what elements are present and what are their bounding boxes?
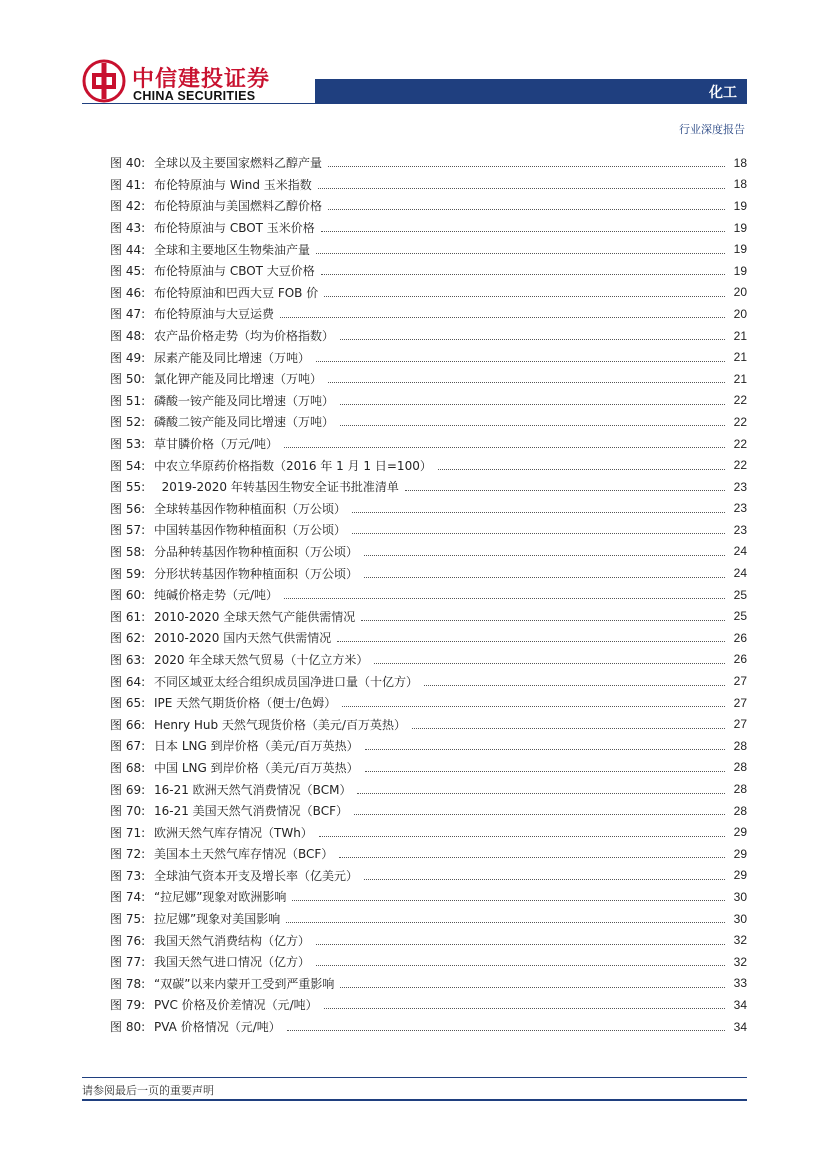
page-number: 19 — [733, 263, 747, 278]
figure-number: 图 77: — [110, 955, 146, 970]
dot-leader — [361, 620, 725, 621]
dot-leader — [287, 1030, 725, 1031]
dot-leader — [405, 490, 725, 491]
figure-number: 图 61: — [110, 609, 146, 624]
dot-leader — [316, 944, 725, 945]
toc-entry[interactable] — [110, 541, 747, 563]
footer-divider-top — [82, 1077, 747, 1078]
page-number: 19 — [733, 242, 747, 257]
page-number: 34 — [733, 997, 747, 1012]
toc-entry[interactable] — [110, 627, 747, 649]
page-number: 27 — [733, 674, 747, 689]
figure-title: 2019-2020 年转基因生物安全证书批准清单 — [154, 480, 399, 495]
figure-title: 全球以及主要国家燃料乙醇产量 — [154, 156, 323, 171]
dot-leader — [364, 879, 725, 880]
figure-title: 拉尼娜”现象对美国影响 — [154, 912, 281, 927]
figure-title: 我国天然气进口情况（亿方） — [154, 955, 311, 970]
figure-number: 图 53: — [110, 437, 146, 452]
dot-leader — [438, 469, 725, 470]
toc-entry[interactable] — [110, 778, 747, 800]
figure-title: 日本 LNG 到岸价格（美元/百万英热） — [154, 739, 359, 754]
dot-leader — [286, 922, 725, 923]
figure-number: 图 71: — [110, 825, 146, 840]
toc-entry[interactable] — [110, 908, 747, 930]
dot-leader — [412, 728, 725, 729]
toc-entry[interactable] — [110, 670, 747, 692]
figure-number: 图 56: — [110, 501, 146, 516]
figure-number: 图 66: — [110, 717, 146, 732]
page-number: 24 — [733, 544, 747, 559]
page-number: 32 — [733, 954, 747, 969]
toc-entry[interactable] — [110, 411, 747, 433]
page-number: 24 — [733, 566, 747, 581]
page-number: 29 — [733, 825, 747, 840]
toc-entry[interactable] — [110, 757, 747, 779]
page-number: 33 — [733, 976, 747, 991]
dot-leader — [340, 404, 725, 405]
page-number: 29 — [733, 846, 747, 861]
figure-title: PVC 价格及价差情况（元/吨） — [154, 998, 318, 1013]
toc-entry[interactable] — [110, 929, 747, 951]
figure-number: 图 54: — [110, 458, 146, 473]
footer-divider-bottom — [82, 1099, 747, 1101]
figure-number: 图 41: — [110, 177, 146, 192]
company-logo-icon — [82, 59, 126, 103]
dot-leader — [316, 361, 725, 362]
toc-entry[interactable] — [110, 973, 747, 995]
figure-number: 图 52: — [110, 415, 146, 430]
page-number: 32 — [733, 933, 747, 948]
page-number: 28 — [733, 760, 747, 775]
figure-title: 农产品价格走势（均为价格指数） — [154, 329, 335, 344]
dot-leader — [284, 598, 725, 599]
toc-entry[interactable] — [110, 303, 747, 325]
toc-entry[interactable] — [110, 152, 747, 174]
figure-title: 全球转基因作物种植面积（万公顷） — [154, 501, 347, 516]
page-number: 26 — [733, 630, 747, 645]
figure-title: 布伦特原油与大豆运费 — [154, 307, 275, 322]
figure-title: 美国本土天然气库存情况（BCF） — [154, 847, 334, 862]
figure-title: IPE 天然气期货价格（便士/色姆） — [154, 696, 337, 711]
figure-title: 布伦特原油与 CBOT 大豆价格 — [154, 264, 315, 279]
company-name-cn: 中信建投证券 — [132, 67, 271, 92]
dot-leader — [328, 382, 725, 383]
toc-entry[interactable] — [110, 735, 747, 757]
page-number: 27 — [733, 717, 747, 732]
toc-entry[interactable] — [110, 282, 747, 304]
figure-title: 全球油气资本开支及增长率（亿美元） — [154, 868, 359, 883]
toc-entry[interactable] — [110, 649, 747, 671]
toc-entry[interactable] — [110, 951, 747, 973]
page-number: 20 — [733, 285, 747, 300]
toc-entry[interactable] — [110, 174, 747, 196]
figure-title: PVA 价格情况（元/吨） — [154, 1020, 281, 1035]
page-number: 21 — [733, 350, 747, 365]
toc-entry[interactable] — [110, 390, 747, 412]
dot-leader — [340, 425, 725, 426]
page-number: 19 — [733, 220, 747, 235]
figure-number: 图 79: — [110, 998, 146, 1013]
dot-leader — [364, 577, 725, 578]
figure-number: 图 45: — [110, 264, 146, 279]
figure-title: 分形状转基因作物种植面积（万公顷） — [154, 566, 359, 581]
figure-number: 图 46: — [110, 285, 146, 300]
header-divider — [82, 103, 747, 104]
dot-leader — [316, 965, 725, 966]
toc-entry[interactable] — [110, 821, 747, 843]
dot-leader — [316, 253, 725, 254]
toc-entry[interactable] — [110, 325, 747, 347]
figure-number: 图 63: — [110, 652, 146, 667]
figure-number: 图 75: — [110, 912, 146, 927]
page-number: 28 — [733, 782, 747, 797]
toc-entry[interactable] — [110, 584, 747, 606]
figure-title: 分品种转基因作物种植面积（万公顷） — [154, 544, 359, 559]
page-number: 20 — [733, 306, 747, 321]
figure-title: 不同区域亚太经合组织成员国净进口量（十亿方） — [154, 674, 419, 689]
figure-title: 中国转基因作物种植面积（万公顷） — [154, 523, 347, 538]
page-number: 23 — [733, 479, 747, 494]
footer-disclaimer: 请参阅最后一页的重要声明 — [82, 1084, 214, 1097]
page-number: 25 — [733, 587, 747, 602]
page-number: 22 — [733, 458, 747, 473]
toc-entry[interactable] — [110, 843, 747, 865]
toc-entry[interactable] — [110, 346, 747, 368]
dot-leader — [365, 749, 725, 750]
figure-number: 图 74: — [110, 890, 146, 905]
figure-number: 图 67: — [110, 739, 146, 754]
figure-number: 图 69: — [110, 782, 146, 797]
figure-number: 图 72: — [110, 847, 146, 862]
figure-title: 布伦特原油与 Wind 玉米指数 — [154, 177, 312, 192]
toc-entry[interactable] — [110, 519, 747, 541]
figure-title: “双碳”以来内蒙开工受到严重影响 — [154, 976, 335, 991]
figure-title: 布伦特原油和巴西大豆 FOB 价 — [154, 285, 319, 300]
toc-entry[interactable] — [110, 217, 747, 239]
figure-title: 布伦特原油与美国燃料乙醇价格 — [154, 199, 323, 214]
page-number: 28 — [733, 803, 747, 818]
toc-entry[interactable] — [110, 454, 747, 476]
toc-entry[interactable] — [110, 195, 747, 217]
figure-number: 图 51: — [110, 393, 146, 408]
figure-number: 图 55: — [110, 480, 146, 495]
toc-entry[interactable] — [110, 713, 747, 735]
figure-title: 中国 LNG 到岸价格（美元/百万英热） — [154, 760, 359, 775]
figure-title: Henry Hub 天然气现货价格（美元/百万英热） — [154, 717, 406, 732]
dot-leader — [328, 166, 725, 167]
toc-entry[interactable] — [110, 476, 747, 498]
figure-title: 全球和主要地区生物柴油产量 — [154, 242, 311, 257]
toc-entry[interactable] — [110, 368, 747, 390]
dot-leader — [365, 771, 725, 772]
figure-number: 图 70: — [110, 804, 146, 819]
dot-leader — [424, 685, 725, 686]
dot-leader — [328, 209, 725, 210]
figure-number: 图 65: — [110, 696, 146, 711]
figure-title: 草甘膦价格（万元/吨） — [154, 437, 279, 452]
figure-number: 图 43: — [110, 221, 146, 236]
figure-number: 图 44: — [110, 242, 146, 257]
figure-number: 图 68: — [110, 760, 146, 775]
figure-number: 图 49: — [110, 350, 146, 365]
toc-entry[interactable] — [110, 433, 747, 455]
figure-number: 图 73: — [110, 868, 146, 883]
toc-entry[interactable] — [110, 886, 747, 908]
toc-entry[interactable] — [110, 498, 747, 520]
figure-title: 尿素产能及同比增速（万吨） — [154, 350, 311, 365]
figure-number: 图 40: — [110, 156, 146, 171]
page-number: 23 — [733, 501, 747, 516]
figure-title: 我国天然气消费结构（亿方） — [154, 933, 311, 948]
figure-number: 图 78: — [110, 976, 146, 991]
dot-leader — [280, 317, 725, 318]
figure-number: 图 59: — [110, 566, 146, 581]
page-number: 25 — [733, 609, 747, 624]
toc-entry[interactable] — [110, 994, 747, 1016]
figure-number: 图 50: — [110, 372, 146, 387]
header-bar — [315, 79, 747, 103]
figure-number: 图 64: — [110, 674, 146, 689]
dot-leader — [324, 1008, 725, 1009]
dot-leader — [321, 274, 725, 275]
figure-title: “拉尼娜”现象对欧洲影响 — [154, 890, 287, 905]
figure-number: 图 60: — [110, 588, 146, 603]
page-number: 30 — [733, 889, 747, 904]
figure-toc — [110, 152, 747, 1037]
dot-leader — [321, 231, 725, 232]
figure-title: 欧洲天然气库存情况（TWh） — [154, 825, 313, 840]
page-number: 28 — [733, 738, 747, 753]
dot-leader — [352, 533, 725, 534]
figure-number: 图 58: — [110, 544, 146, 559]
toc-entry[interactable] — [110, 260, 747, 282]
figure-number: 图 42: — [110, 199, 146, 214]
figure-number: 图 76: — [110, 933, 146, 948]
figure-title: 16-21 美国天然气消费情况（BCF） — [154, 804, 348, 819]
toc-entry[interactable] — [110, 562, 747, 584]
page-number: 22 — [733, 393, 747, 408]
dot-leader — [354, 814, 725, 815]
figure-title: 2010-2020 国内天然气供需情况 — [154, 631, 332, 646]
page-number: 18 — [733, 155, 747, 170]
page-number: 30 — [733, 911, 747, 926]
figure-number: 图 80: — [110, 1020, 146, 1035]
toc-entry[interactable] — [110, 692, 747, 714]
dot-leader — [292, 900, 725, 901]
figure-title: 磷酸一铵产能及同比增速（万吨） — [154, 393, 335, 408]
dot-leader — [374, 663, 725, 664]
page-number: 27 — [733, 695, 747, 710]
dot-leader — [357, 793, 725, 794]
page-number: 23 — [733, 522, 747, 537]
company-name-en: CHINA SECURITIES — [133, 89, 256, 103]
toc-entry[interactable] — [110, 605, 747, 627]
dot-leader — [284, 447, 725, 448]
sector-label: 化工 — [709, 85, 737, 101]
dot-leader — [324, 296, 725, 297]
page-number: 29 — [733, 868, 747, 883]
report-type: 行业深度报告 — [679, 123, 745, 136]
figure-title: 磷酸二铵产能及同比增速（万吨） — [154, 415, 335, 430]
page-number: 26 — [733, 652, 747, 667]
figure-title: 布伦特原油与 CBOT 玉米价格 — [154, 221, 315, 236]
figure-title: 中农立华原药价格指数（2016 年 1 月 1 日=100） — [154, 458, 432, 473]
figure-title: 氯化钾产能及同比增速（万吨） — [154, 372, 323, 387]
dot-leader — [337, 641, 725, 642]
page-number: 22 — [733, 436, 747, 451]
toc-entry[interactable] — [110, 800, 747, 822]
dot-leader — [342, 706, 725, 707]
figure-number: 图 48: — [110, 329, 146, 344]
figure-number: 图 47: — [110, 307, 146, 322]
toc-entry[interactable] — [110, 1016, 747, 1038]
figure-title: 2010-2020 全球天然气产能供需情况 — [154, 609, 356, 624]
dot-leader — [319, 836, 725, 837]
page-number: 18 — [733, 177, 747, 192]
page-number: 22 — [733, 414, 747, 429]
figure-title: 16-21 欧洲天然气消费情况（BCM） — [154, 782, 352, 797]
toc-entry[interactable] — [110, 238, 747, 260]
page-number: 19 — [733, 198, 747, 213]
page-number: 34 — [733, 1019, 747, 1034]
figure-number: 图 62: — [110, 631, 146, 646]
dot-leader — [340, 339, 725, 340]
figure-title: 纯碱价格走势（元/吨） — [154, 588, 279, 603]
figure-number: 图 57: — [110, 523, 146, 538]
dot-leader — [340, 987, 725, 988]
page-number: 21 — [733, 371, 747, 386]
toc-entry[interactable] — [110, 865, 747, 887]
dot-leader — [352, 512, 725, 513]
dot-leader — [339, 857, 725, 858]
dot-leader — [318, 188, 725, 189]
dot-leader — [364, 555, 725, 556]
figure-title: 2020 年全球天然气贸易（十亿立方米） — [154, 652, 369, 667]
page-number: 21 — [733, 328, 747, 343]
